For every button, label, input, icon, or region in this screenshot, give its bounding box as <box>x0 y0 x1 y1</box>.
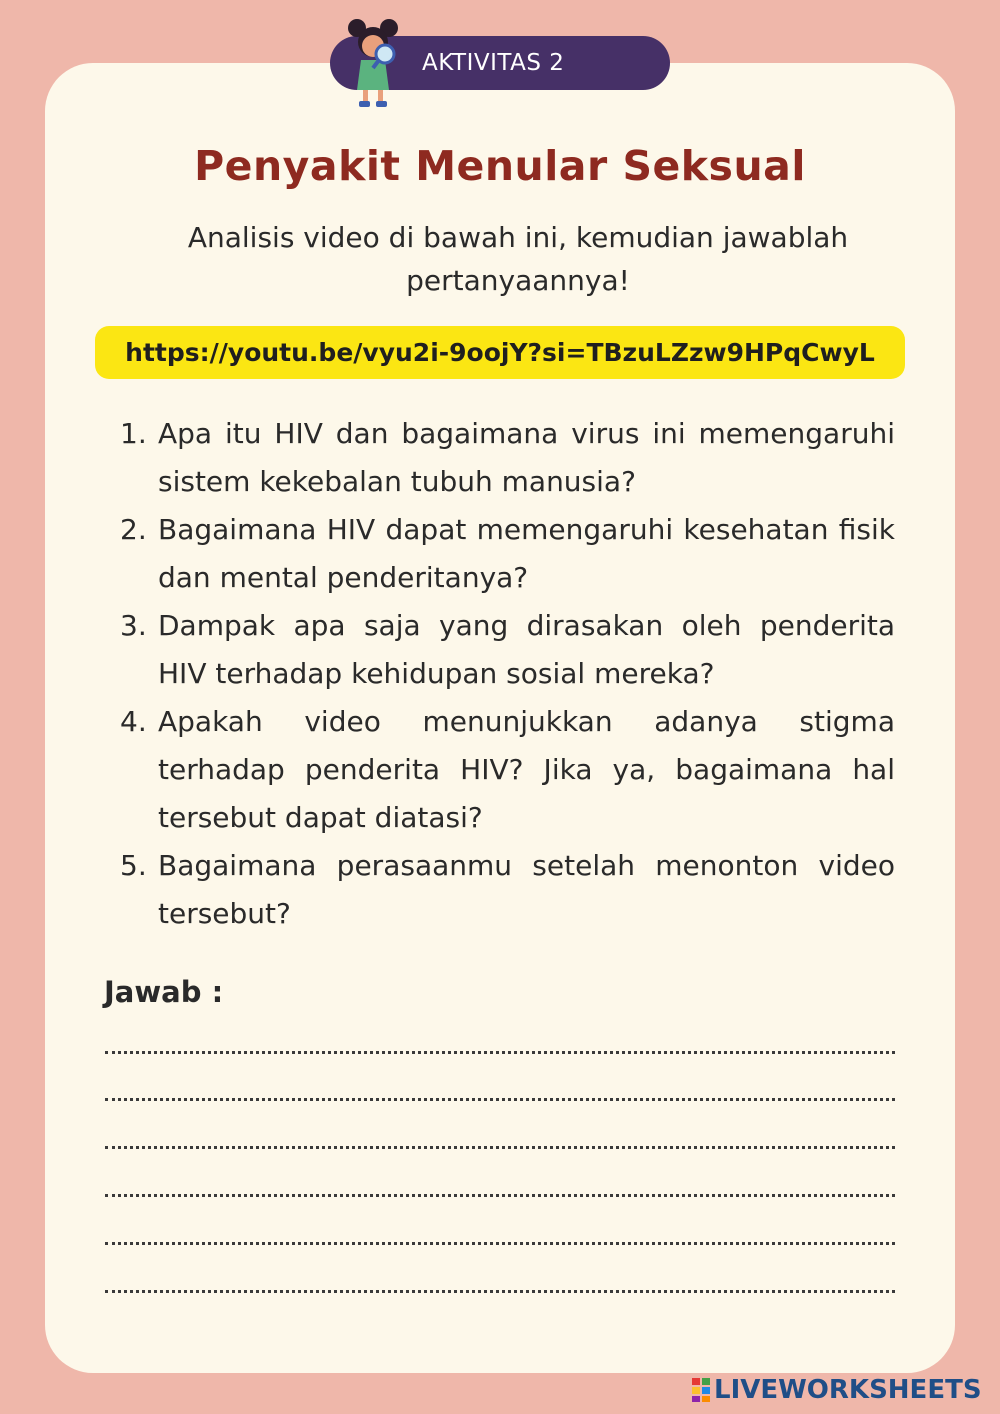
question-number: 4. <box>120 705 147 738</box>
liveworksheets-wordmark: LIVEWORKSHEETS <box>714 1375 982 1405</box>
question-number: 5. <box>120 849 147 882</box>
answer-line-3[interactable] <box>105 1146 895 1149</box>
answer-label: Jawab : <box>104 975 224 1009</box>
question-item <box>120 698 895 842</box>
question-list <box>120 410 895 938</box>
answer-line-2[interactable] <box>105 1098 895 1101</box>
answer-line-4[interactable] <box>105 1194 895 1197</box>
question-number: 3. <box>120 609 147 642</box>
question-text: Dampak apa saja yang dirasakan oleh penderita HIV terhadap kehidupan sosial mereka? <box>158 609 895 690</box>
question-text: Bagaimana perasaanmu setelah menonton video tersebut? <box>158 849 895 930</box>
question-number: 1. <box>120 417 147 450</box>
question-item <box>120 842 895 938</box>
question-item <box>120 506 895 602</box>
activity-badge-label: AKTIVITAS 2 <box>422 50 565 76</box>
liveworksheets-logo <box>692 1374 982 1406</box>
question-number: 2. <box>120 513 147 546</box>
question-text: Bagaimana HIV dapat memengaruhi kesehatan fisik dan mental penderitanya? <box>158 513 895 594</box>
question-text: Apakah video menunjukkan adanya stigma terhadap penderita HIV? Jika ya, bagaimana hal tersebut dapat diatasi? <box>158 705 895 834</box>
girl-with-magnifier-icon <box>343 16 403 110</box>
instruction-text: Analisis video di bawah ini, kemudian jawablah pertanyaannya! <box>187 221 849 297</box>
answer-line-1[interactable] <box>105 1051 895 1054</box>
video-link[interactable]: https://youtu.be/vyu2i-9oojY?si=TBzuLZzw9HPqCwyL <box>125 338 875 367</box>
answer-line-5[interactable] <box>105 1242 895 1245</box>
question-item <box>120 410 895 506</box>
answer-line-6[interactable] <box>105 1290 895 1293</box>
question-text: Apa itu HIV dan bagaimana virus ini memengaruhi sistem kekebalan tubuh manusia? <box>158 417 895 498</box>
page-title: Penyakit Menular Seksual <box>194 142 806 190</box>
question-item <box>120 602 895 698</box>
liveworksheets-mark-icon <box>692 1378 710 1402</box>
